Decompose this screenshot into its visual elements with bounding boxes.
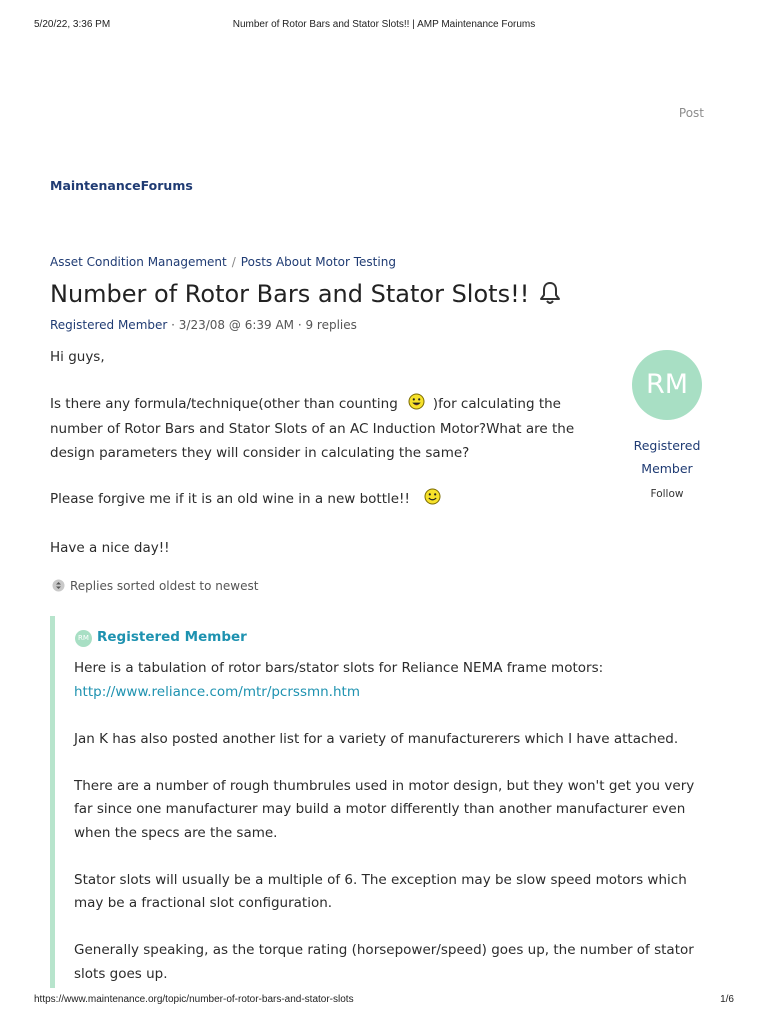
reply-reliance-link[interactable]: http://www.reliance.com/mtr/pcrssmn.htm [74, 683, 360, 700]
post-question [50, 393, 585, 466]
avatar[interactable]: RM [632, 350, 702, 420]
reply-line-1: Here is a tabulation of rotor bars/stator slots for Reliance NEMA frame motors: [74, 660, 604, 676]
post-link[interactable]: Post [678, 106, 704, 120]
author-name-line-1: Registered [633, 438, 701, 453]
reply-body [74, 657, 709, 1010]
reply-paragraph-4: Stator slots will usually be a multiple of 6. The exception may be slow speed motors which may be a fractional slot configuration. [74, 871, 687, 911]
reply-paragraph-3: There are a number of rough thumbrules used in motor design, but they won't get you very far since one manufacturer may build a motor differently than another manufacturer even when the specs are the same. [74, 777, 695, 841]
smiley-icon [424, 488, 441, 514]
topic-date: 3/23/08 [178, 318, 226, 332]
meta-at: @ [225, 318, 245, 332]
print-footer-page: 1/6 [720, 994, 734, 1005]
replies-sort-toggle[interactable] [52, 579, 258, 595]
sort-note-text: Replies sorted oldest to newest [70, 579, 259, 593]
author-name-line-2: Member [641, 461, 693, 476]
question-part-1: Is there any formula/technique(other than counting [50, 395, 398, 412]
reply-avatar[interactable]: RM [75, 630, 92, 647]
post-closing: Have a nice day!! [50, 539, 170, 556]
reply-paragraph-1 [74, 657, 709, 704]
forgive-text: Please forgive me if it is an old wine in a new bottle!! [50, 491, 410, 507]
print-header-title: Number of Rotor Bars and Stator Slots!! | AMP Maintenance Forums [232, 19, 536, 30]
sort-icon [52, 579, 65, 595]
breadcrumb-separator: / [231, 255, 236, 269]
reply-count: 9 replies [305, 318, 357, 332]
site-logo[interactable]: MaintenanceForums [50, 178, 193, 193]
page-title [50, 280, 561, 311]
topic-meta [50, 318, 357, 332]
grin-smiley-icon [408, 393, 425, 419]
topic-title-text: Number of Rotor Bars and Stator Slots!! [50, 280, 530, 308]
topic-author-link[interactable]: Registered Member [50, 318, 168, 332]
bell-icon[interactable] [539, 281, 561, 311]
author-card [632, 350, 702, 500]
reply-author-link[interactable]: Registered Member [97, 629, 247, 645]
breadcrumb-item-asset-condition[interactable]: Asset Condition Management [50, 255, 227, 269]
reply-paragraph-2: Jan K has also posted another list for a variety of manufacturerers which I have attached. [74, 730, 679, 747]
meta-separator: · [167, 318, 179, 332]
post-forgive [50, 488, 585, 514]
breadcrumb-item-motor-testing[interactable]: Posts About Motor Testing [240, 255, 396, 269]
breadcrumb [50, 255, 396, 269]
post-body [50, 346, 585, 583]
reply-paragraph-5: Generally speaking, as the torque rating (horsepower/speed) goes up, the number of stator slots goes up. [74, 942, 694, 982]
reply-quote-bar [50, 616, 55, 988]
follow-button[interactable]: Follow [650, 488, 684, 500]
topic-time: 6:39 AM [244, 318, 295, 332]
print-header-datetime: 5/20/22, 3:36 PM [34, 19, 111, 30]
post-greeting: Hi guys, [50, 349, 105, 365]
meta-separator: · [294, 318, 306, 332]
print-footer-url: https://www.maintenance.org/topic/number-of-rotor-bars-and-stator-slots [34, 994, 354, 1005]
question-part-2: )for calculating the number of Rotor Bars and Stator Slots of an AC Induction Motor?What are the design parameters they will consider in calculating the same? [50, 395, 575, 461]
author-card-name[interactable] [632, 434, 702, 480]
